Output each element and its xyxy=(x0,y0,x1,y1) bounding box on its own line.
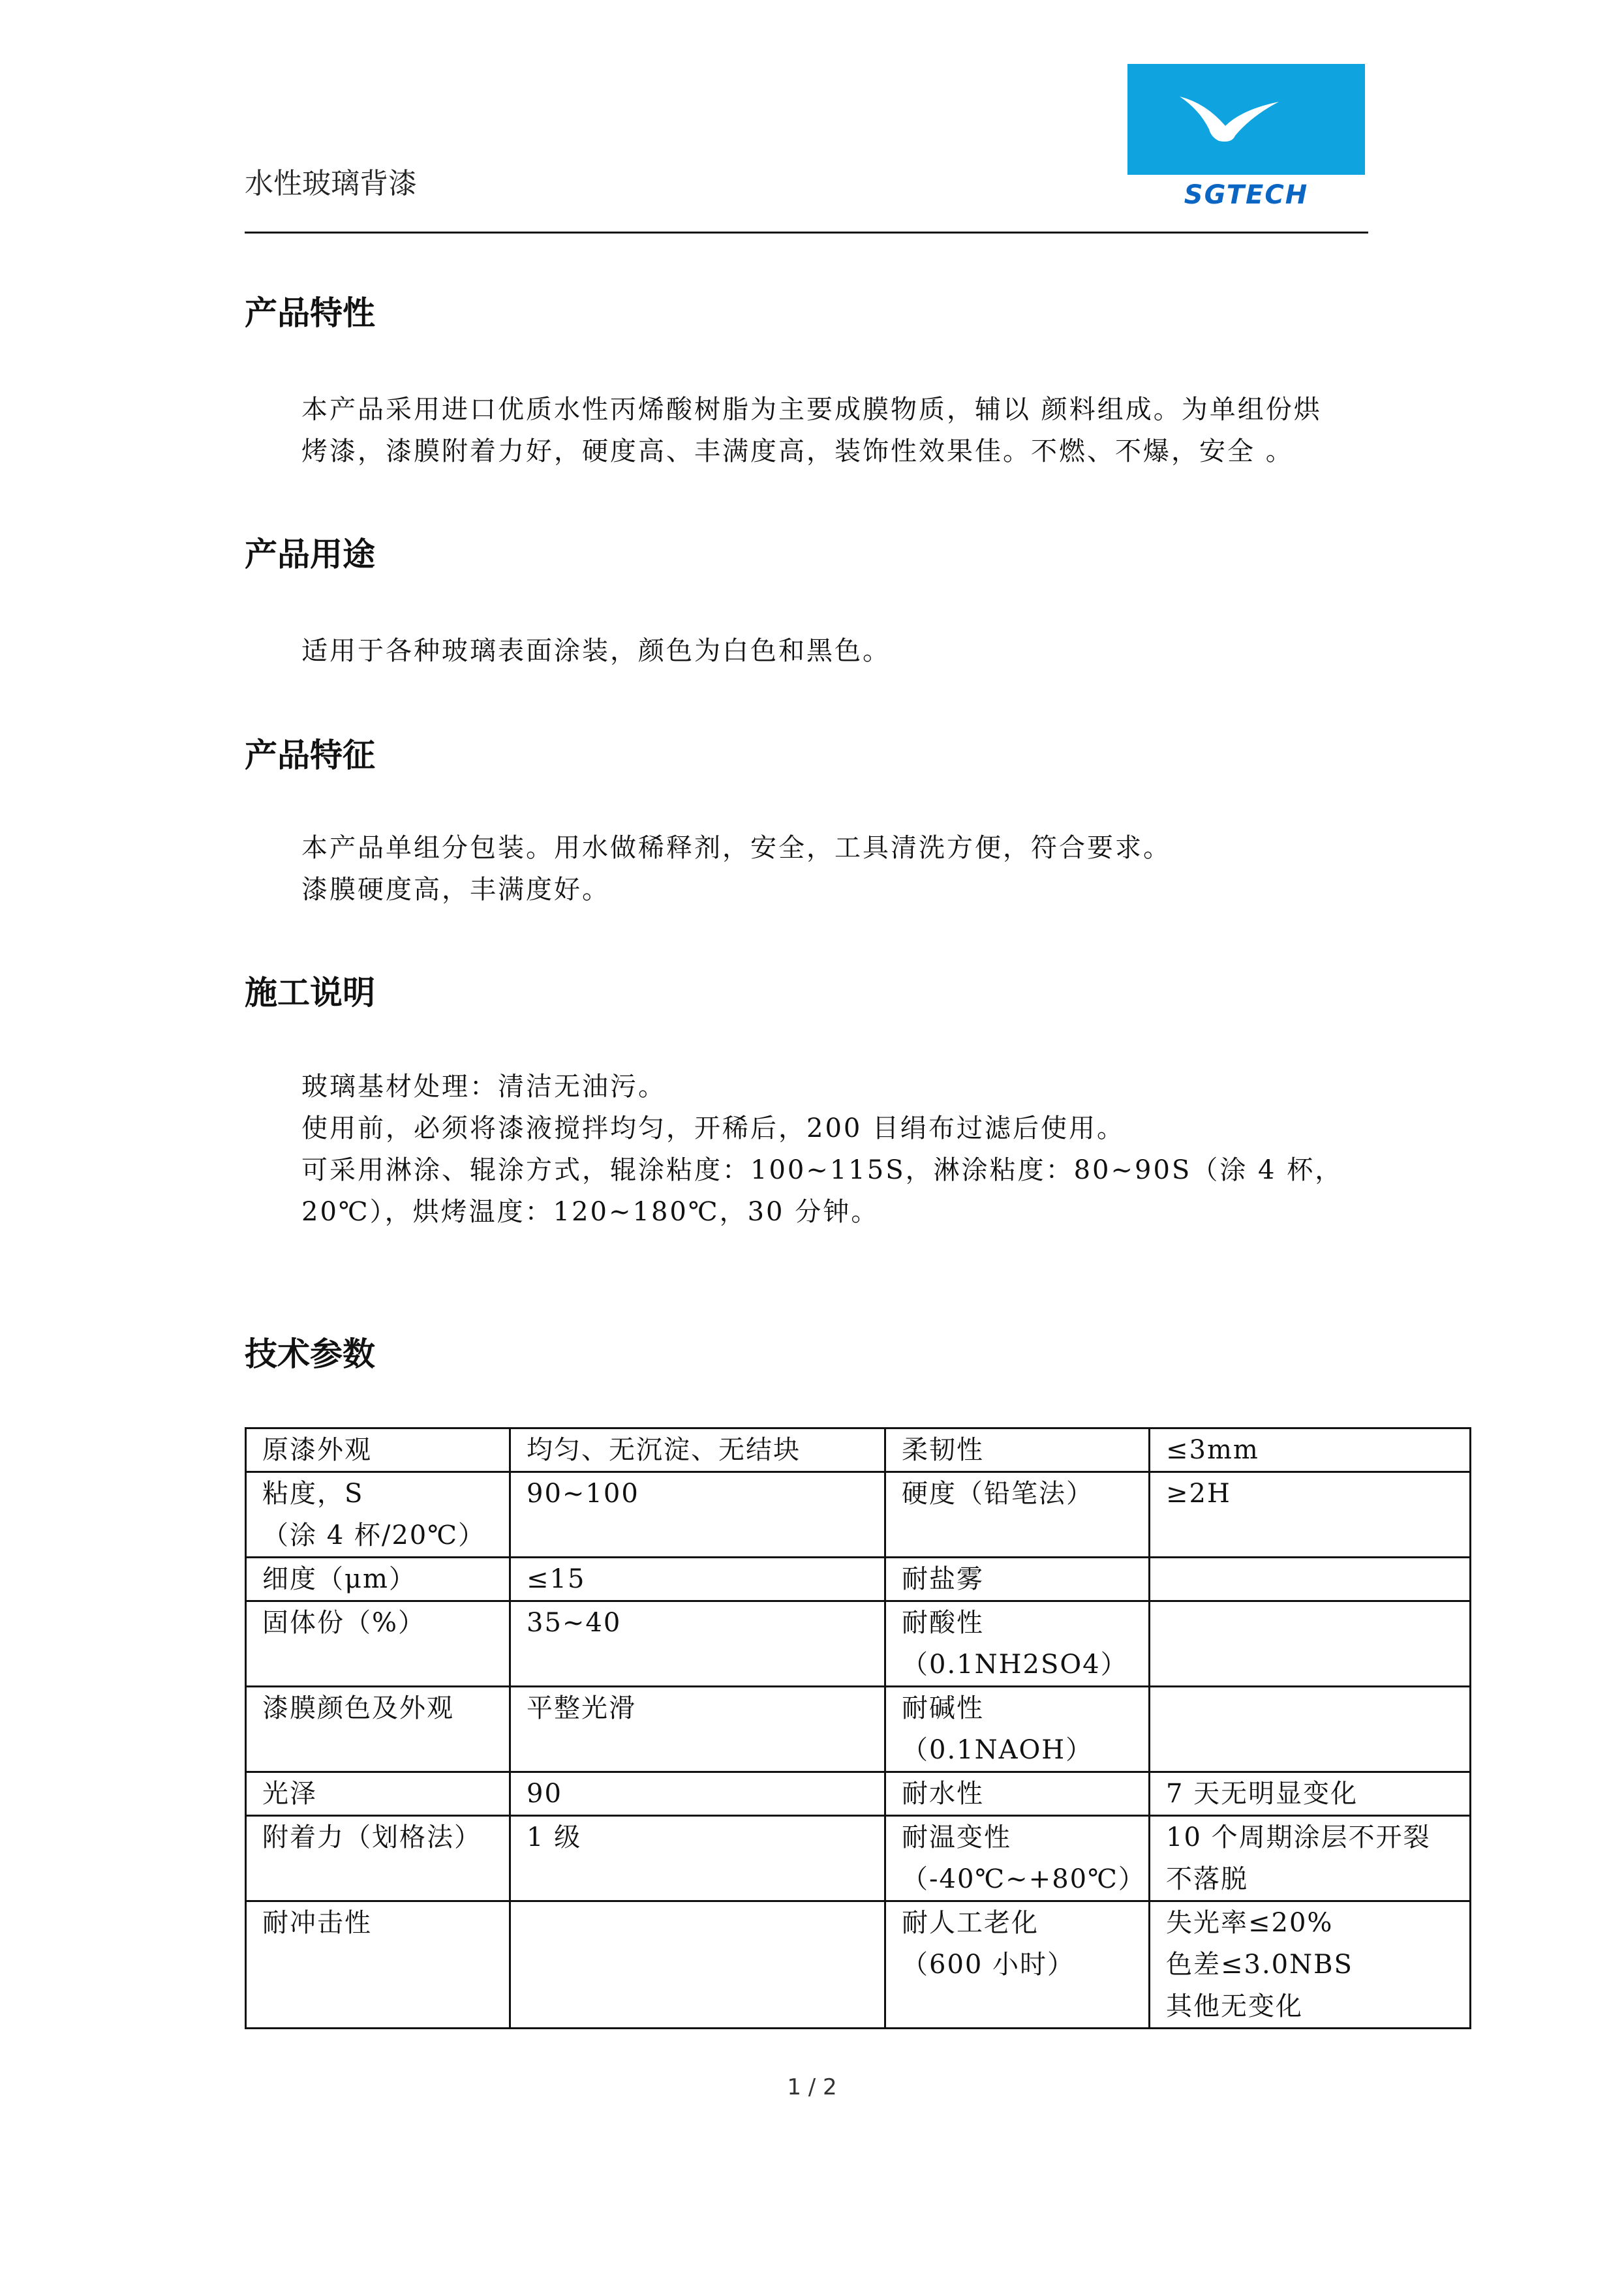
section-body-usage xyxy=(301,630,1476,672)
table-cell: 耐酸性 （0.1NH2SO4） xyxy=(885,1601,1150,1687)
section-body-characteristics xyxy=(301,827,1476,911)
table-cell: 1 级 xyxy=(510,1816,885,1901)
table-cell: 固体份（%） xyxy=(246,1601,510,1687)
spec-table xyxy=(245,1427,1471,2029)
document-title: 水性玻璃背漆 xyxy=(245,167,417,200)
table-cell xyxy=(1150,1601,1471,1687)
table-row xyxy=(246,1428,1471,1472)
table-cell: 硬度（铅笔法） xyxy=(885,1472,1150,1558)
table-cell: 失光率≤20% 色差≤3.0NBS 其他无变化 xyxy=(1150,1901,1471,2029)
table-row xyxy=(246,1601,1471,1687)
table-cell: 耐人工老化 （600 小时） xyxy=(885,1901,1150,2029)
section-title-characteristics: 产品特征 xyxy=(245,736,375,774)
table-cell: 耐温变性 （-40℃~+80℃） xyxy=(885,1816,1150,1901)
table-cell: 平整光滑 xyxy=(510,1687,885,1772)
text-line: 20℃），烘烤温度：120~180℃，30 分钟。 xyxy=(301,1197,880,1227)
table-cell xyxy=(1150,1687,1471,1772)
table-cell: 7 天无明显变化 xyxy=(1150,1772,1471,1816)
table-cell: 耐盐雾 xyxy=(885,1558,1150,1601)
table-cell: 光泽 xyxy=(246,1772,510,1816)
table-cell: 耐水性 xyxy=(885,1772,1150,1816)
table-row xyxy=(246,1901,1471,2029)
table-row xyxy=(246,1687,1471,1772)
table-cell: 均匀、无沉淀、无结块 xyxy=(510,1428,885,1472)
table-cell: 附着力（划格法） xyxy=(246,1816,510,1901)
section-title-features: 产品特性 xyxy=(245,294,375,332)
table-row xyxy=(246,1772,1471,1816)
text-line: 本产品采用进口优质水性丙烯酸树脂为主要成膜物质，辅以 颜料组成。为单组份烘 xyxy=(301,395,1322,425)
section-body-application xyxy=(301,1066,1476,1233)
table-cell: 耐冲击性 xyxy=(246,1901,510,2029)
section-body-features xyxy=(301,389,1476,472)
text-line: 适用于各种玻璃表面涂装，颜色为白色和黑色。 xyxy=(301,636,891,666)
table-cell: 90~100 xyxy=(510,1472,885,1558)
table-cell xyxy=(510,1901,885,2029)
text-line: 玻璃基材处理：清洁无油污。 xyxy=(301,1072,666,1102)
table-cell: 耐碱性 （0.1NAOH） xyxy=(885,1687,1150,1772)
text-line: 可采用淋涂、辊涂方式，辊涂粘度：100~115S，淋涂粘度：80~90S（涂 4 杯， xyxy=(301,1155,1343,1185)
table-cell: 90 xyxy=(510,1772,885,1816)
table-cell: 35~40 xyxy=(510,1601,885,1687)
section-title-application: 施工说明 xyxy=(245,974,375,1012)
table-cell: ≤15 xyxy=(510,1558,885,1601)
table-row xyxy=(246,1816,1471,1901)
table-cell: 细度（μm） xyxy=(246,1558,510,1601)
table-cell: ≥2H xyxy=(1150,1472,1471,1558)
header-divider xyxy=(245,232,1368,234)
logo-wordmark: SGTECH xyxy=(1184,180,1309,210)
page-number: 1 / 2 xyxy=(787,2074,837,2100)
table-cell: 粘度，S （涂 4 杯/20℃） xyxy=(246,1472,510,1558)
table-cell xyxy=(1150,1558,1471,1601)
company-logo xyxy=(1127,64,1365,217)
table-cell: ≤3mm xyxy=(1150,1428,1471,1472)
table-cell: 漆膜颜色及外观 xyxy=(246,1687,510,1772)
text-line: 使用前，必须将漆液搅拌均匀，开稀后，200 目绢布过滤后使用。 xyxy=(301,1113,1126,1143)
table-cell: 10 个周期涂层不开裂 不落脱 xyxy=(1150,1816,1471,1901)
section-title-usage: 产品用途 xyxy=(245,536,375,573)
table-cell: 柔韧性 xyxy=(885,1428,1150,1472)
text-line: 烤漆，漆膜附着力好，硬度高、丰满度高，装饰性效果佳。不燃、不爆，安全 。 xyxy=(301,436,1294,466)
text-line: 漆膜硬度高，丰满度好。 xyxy=(301,875,610,905)
text-line: 本产品单组分包装。用水做稀释剂，安全，工具清洗方便，符合要求。 xyxy=(301,833,1171,863)
table-row xyxy=(246,1558,1471,1601)
section-title-specs: 技术参数 xyxy=(245,1335,375,1373)
table-cell: 原漆外观 xyxy=(246,1428,510,1472)
table-row xyxy=(246,1472,1471,1558)
